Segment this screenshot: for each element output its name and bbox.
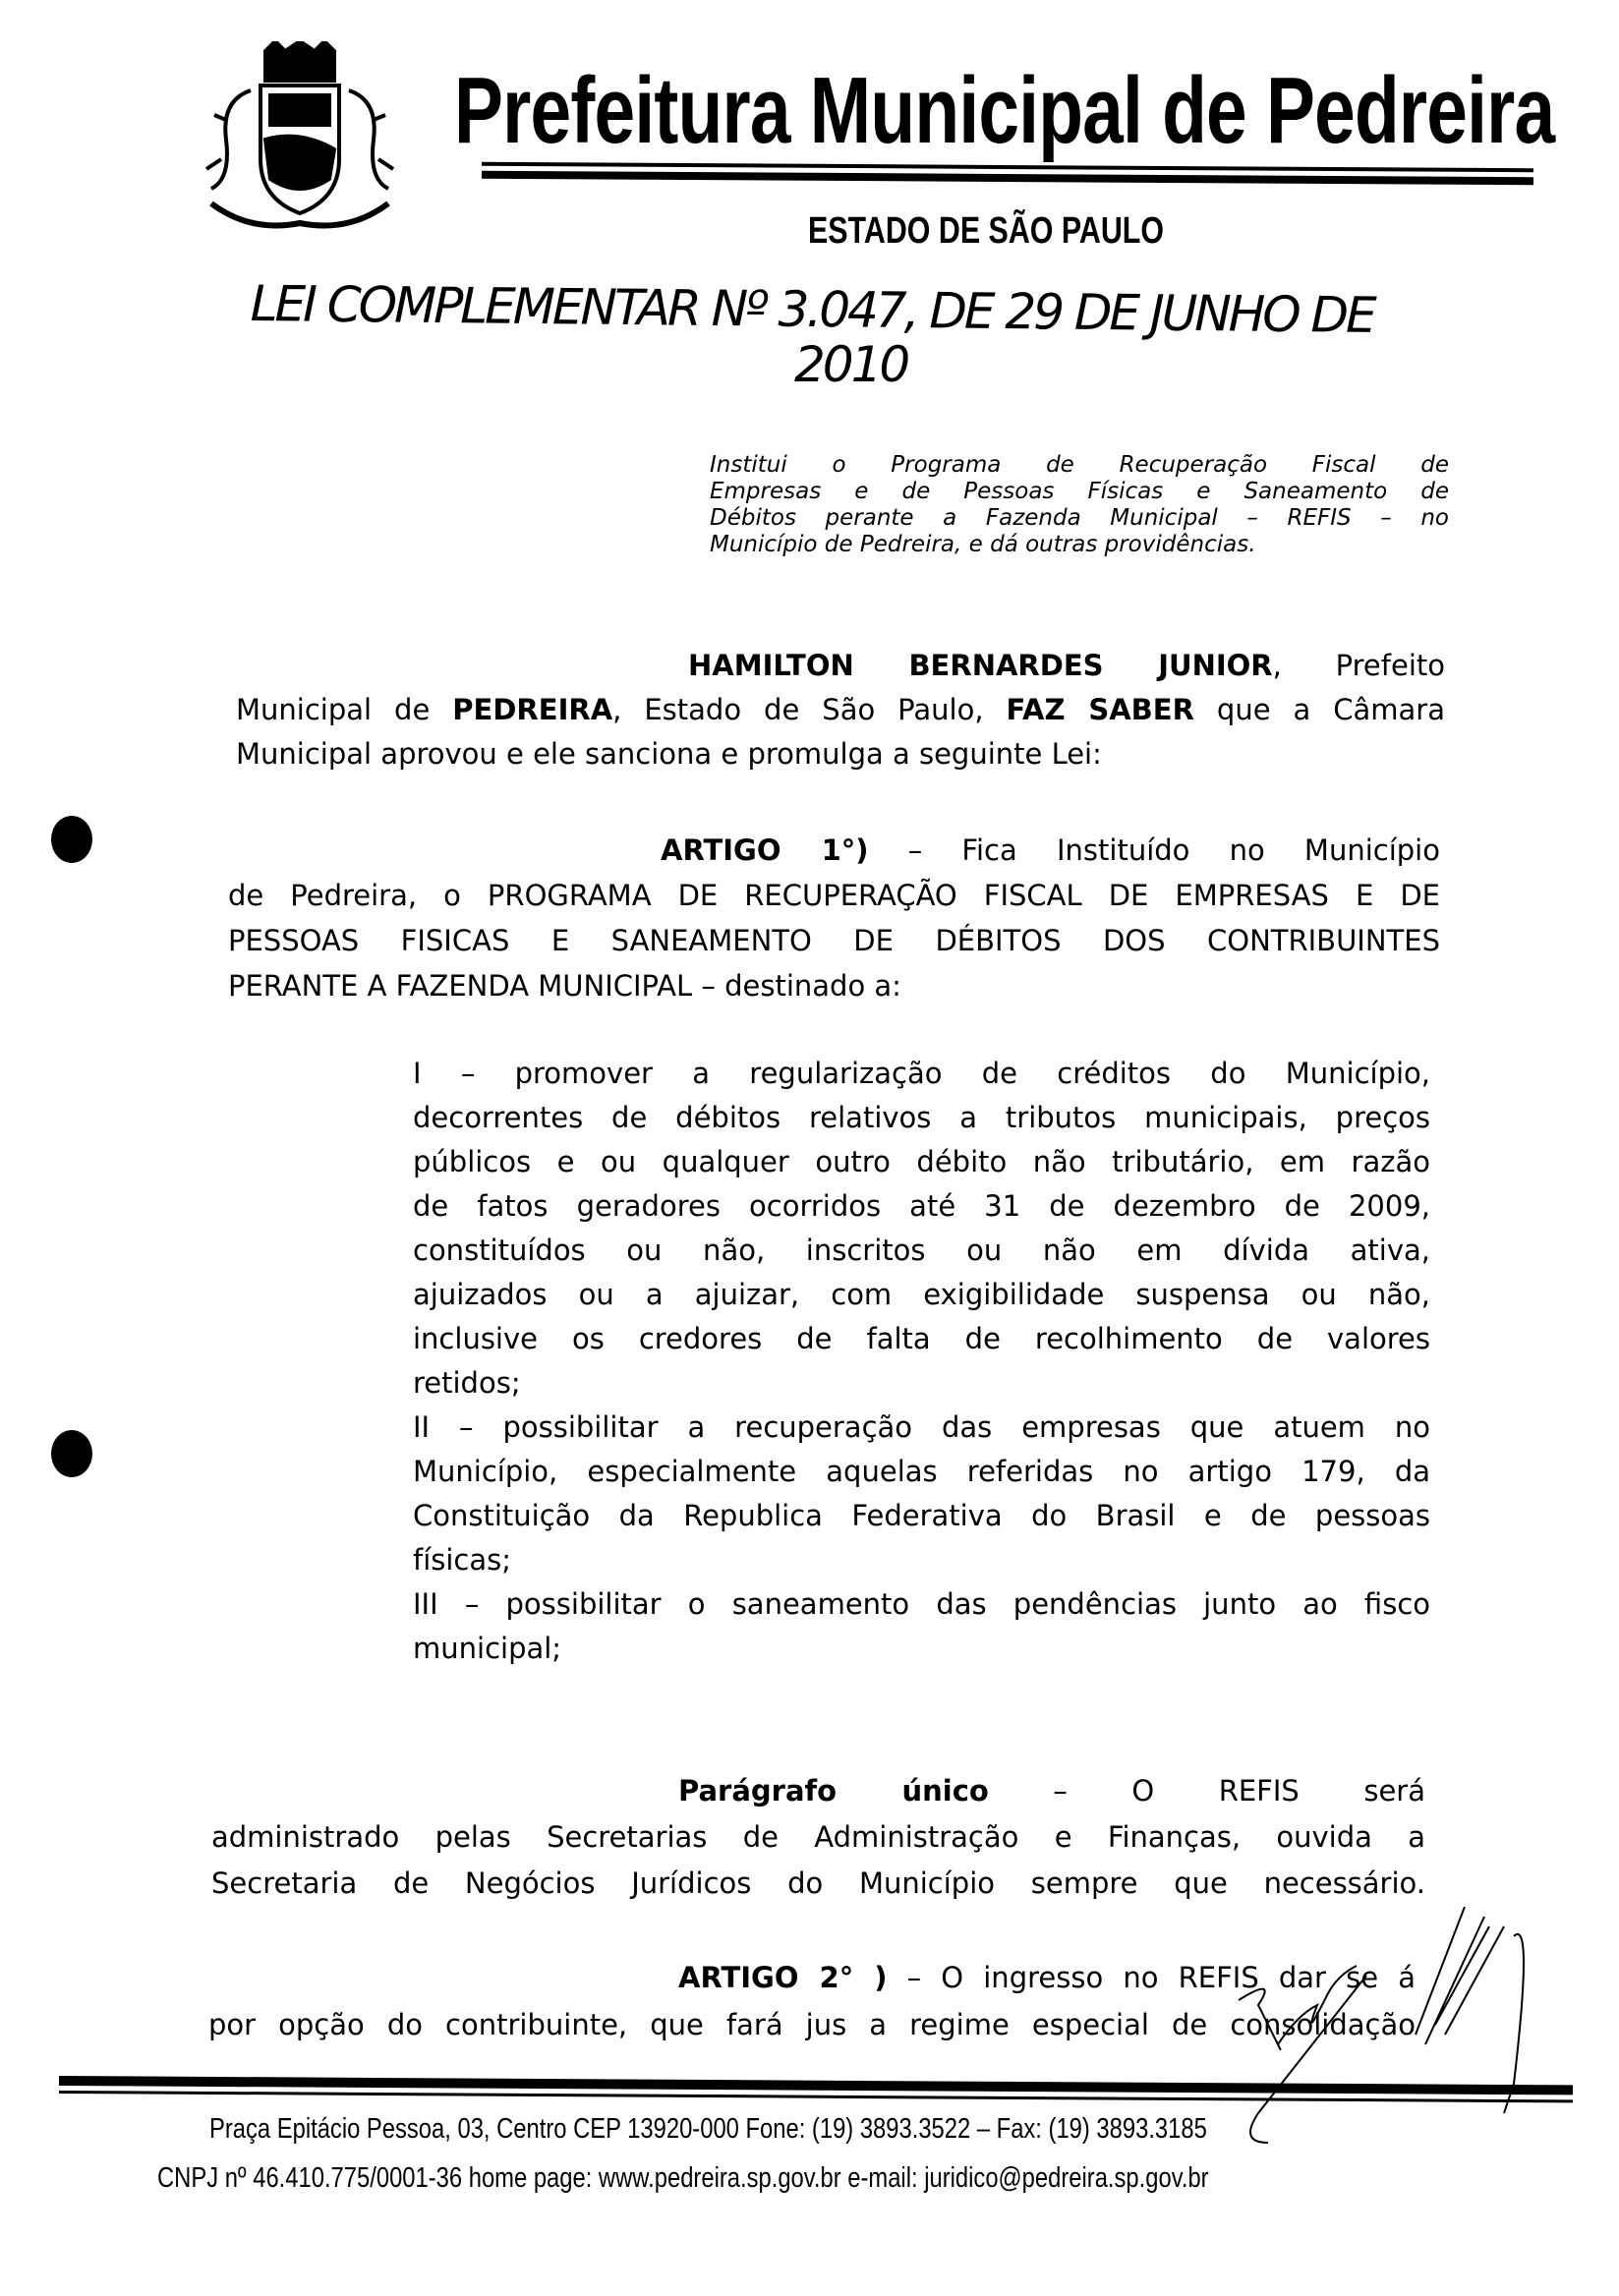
signature-initials (1219, 1907, 1553, 2182)
items-line: constituídos ou não, inscritos ou não em dívida ativa, (413, 1234, 1430, 1267)
paragrafo-line: Secretaria de Negócios Jurídicos do Município sempre que necessário. (211, 1866, 1425, 1900)
items-line: ajuizados ou a ajuizar, com exigibilidade suspensa ou não, (413, 1278, 1430, 1311)
items-line: III – possibilitar o saneamento das pendências junto ao fisco (413, 1587, 1430, 1621)
paragrafo-line: administrado pelas Secretarias de Administração e Finanças, ouvida a (211, 1820, 1425, 1854)
footer-address: Praça Epitácio Pessoa, 03, Centro CEP 13920-000 Fone: (19) 3893.3522 – Fax: (19) 3893.3185 (209, 2113, 1207, 2145)
footer-contact: CNPJ nº 46.410.775/0001-36 home page: www.pedreira.sp.gov.br e-mail: juridico@pedreira.sp.gov.br (157, 2162, 1209, 2194)
art1-line: ARTIGO 1°) – Fica Instituído no Município (661, 833, 1440, 867)
art1-line: PESSOAS FISICAS E SANEAMENTO DE DÉBITOS DOS CONTRIBUINTES (228, 924, 1440, 957)
intro-line: Municipal aprovou e ele sanciona e promulga a seguinte Lei: (236, 737, 1102, 771)
coat-of-arms-logo (192, 41, 408, 238)
bold-term: HAMILTON BERNARDES JUNIOR (688, 649, 1273, 682)
bold-term: ARTIGO 2° ) (678, 1961, 888, 1994)
items-line: retidos; (413, 1366, 521, 1400)
summary-line: Institui o Programa de Recuperação Fiscal de (710, 452, 1449, 478)
summary-line: Débitos perante a Fazenda Municipal – REFIS – no (710, 505, 1449, 531)
art2-line: ARTIGO 2° ) – O ingresso no REFIS dar se á (678, 1961, 1416, 1994)
items-line: Município, especialmente aquelas referidas no artigo 179, da (413, 1455, 1430, 1488)
intro-line: Municipal de PEDREIRA, Estado de São Paulo, FAZ SABER que a Câmara (236, 693, 1446, 726)
bold-term: PEDREIRA (452, 693, 613, 726)
items-line: municipal; (413, 1632, 562, 1665)
intro-line: HAMILTON BERNARDES JUNIOR, Prefeito (688, 649, 1445, 682)
law-title: LEI COMPLEMENTAR Nº 3.047, DE 29 DE JUNHO DE (250, 275, 1374, 344)
summary-line: Município de Pedreira, e dá outras providências. (710, 532, 1256, 557)
law-title-year: 2010 (794, 336, 908, 393)
header-rule-thick (482, 171, 1533, 186)
items-line: de fatos geradores ocorridos até 31 de dezembro de 2009, (413, 1189, 1430, 1223)
state-label: ESTADO DE SÃO PAULO (808, 210, 1165, 252)
items-line: decorrentes de débitos relativos a tributos municipais, preços (413, 1101, 1430, 1134)
institution-title: Prefeitura Municipal de Pedreira (454, 58, 1555, 163)
items-line: inclusive os credores de falta de recolhimento de valores (413, 1322, 1430, 1355)
art1-line: de Pedreira, o PROGRAMA DE RECUPERAÇÃO FISCAL DE EMPRESAS E DE (228, 879, 1440, 912)
items-line: Constituição da Republica Federativa do Brasil e de pessoas (413, 1499, 1430, 1532)
punch-hole (51, 1430, 92, 1477)
art2-line: por opção do contribuinte, que fará jus a regime especial de consolidação (208, 2008, 1416, 2041)
paragrafo-line: Parágrafo único – O REFIS será (678, 1774, 1425, 1808)
items-line: I – promover a regularização de créditos do Município, (413, 1057, 1430, 1090)
items-line: II – possibilitar a recuperação das empresas que atuem no (413, 1410, 1430, 1444)
items-line: públicos e ou qualquer outro débito não tributário, em razão (413, 1145, 1430, 1178)
art1-line: PERANTE A FAZENDA MUNICIPAL – destinado a: (228, 969, 901, 1003)
items-line: físicas; (413, 1543, 512, 1577)
bold-term: FAZ SABER (1006, 693, 1194, 726)
summary-line: Empresas e de Pessoas Físicas e Saneamento de (710, 479, 1449, 504)
bold-term: Parágrafo único (678, 1774, 989, 1808)
punch-hole (51, 816, 92, 863)
bold-term: ARTIGO 1°) (661, 833, 869, 867)
law-summary (710, 452, 1449, 558)
